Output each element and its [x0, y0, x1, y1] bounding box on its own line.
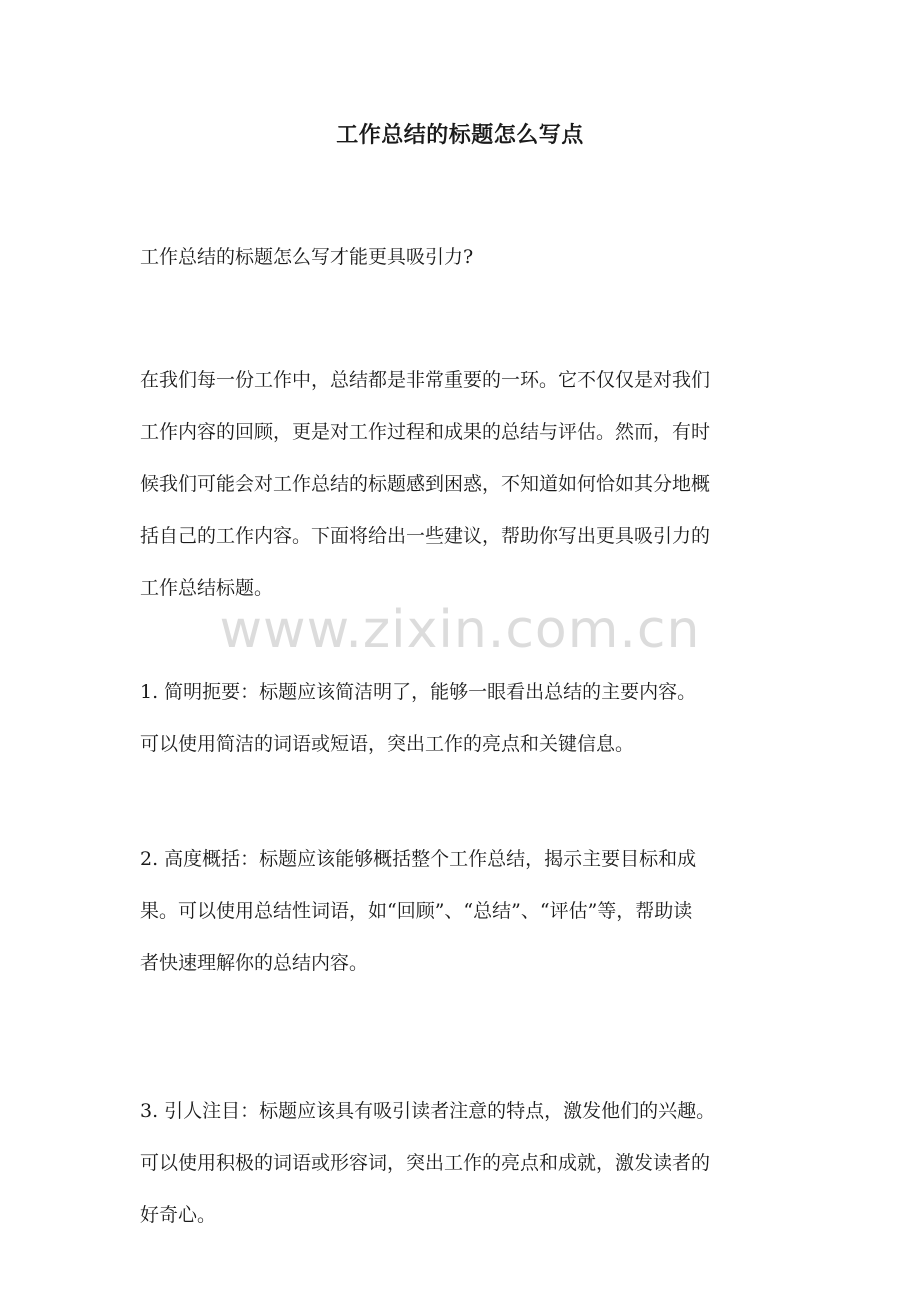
paragraph-line: 括自己的工作内容。下面将给出一些建议，帮助你写出更具吸引力的	[140, 525, 711, 547]
paragraph-line: 候我们可能会对工作总结的标题感到困惑，不知道如何恰如其分地概	[140, 473, 711, 495]
paragraph-line: 果。可以使用总结性词语，如“回顾”、“总结”、“评估”等，帮助读	[140, 900, 693, 922]
intro-paragraph	[140, 363, 800, 623]
tip-item-2	[140, 842, 800, 998]
paragraph-line: 可以使用简洁的词语或短语，突出工作的亮点和关键信息。	[140, 733, 635, 755]
paragraph-line: 者快速理解你的总结内容。	[140, 952, 369, 974]
paragraph-line: 2. 高度概括：标题应该能够概括整个工作总结，揭示主要目标和成	[140, 848, 697, 870]
paragraph-line: 可以使用积极的词语或形容词，突出工作的亮点和成就，激发读者的	[140, 1152, 711, 1174]
paragraph-line: 3. 引人注目：标题应该具有吸引读者注意的特点，激发他们的兴趣。	[140, 1100, 716, 1122]
paragraph-line: 好奇心。	[140, 1204, 217, 1226]
paragraph-line: 在我们每一份工作中，总结都是非常重要的一环。它不仅仅是对我们	[140, 369, 711, 391]
paragraph-line: 1. 简明扼要：标题应该简洁明了，能够一眼看出总结的主要内容。	[140, 681, 697, 703]
watermark: www.zixin.com.cn	[219, 600, 701, 660]
document-subtitle: 工作总结的标题怎么写才能更具吸引力?	[140, 246, 474, 268]
paragraph-line: 工作总结标题。	[140, 577, 274, 599]
tip-item-3	[140, 1094, 800, 1250]
tip-item-1	[140, 675, 800, 779]
paragraph-line: 工作内容的回顾，更是对工作过程和成果的总结与评估。然而，有时	[140, 421, 711, 443]
document-title: 工作总结的标题怎么写点	[336, 122, 584, 148]
